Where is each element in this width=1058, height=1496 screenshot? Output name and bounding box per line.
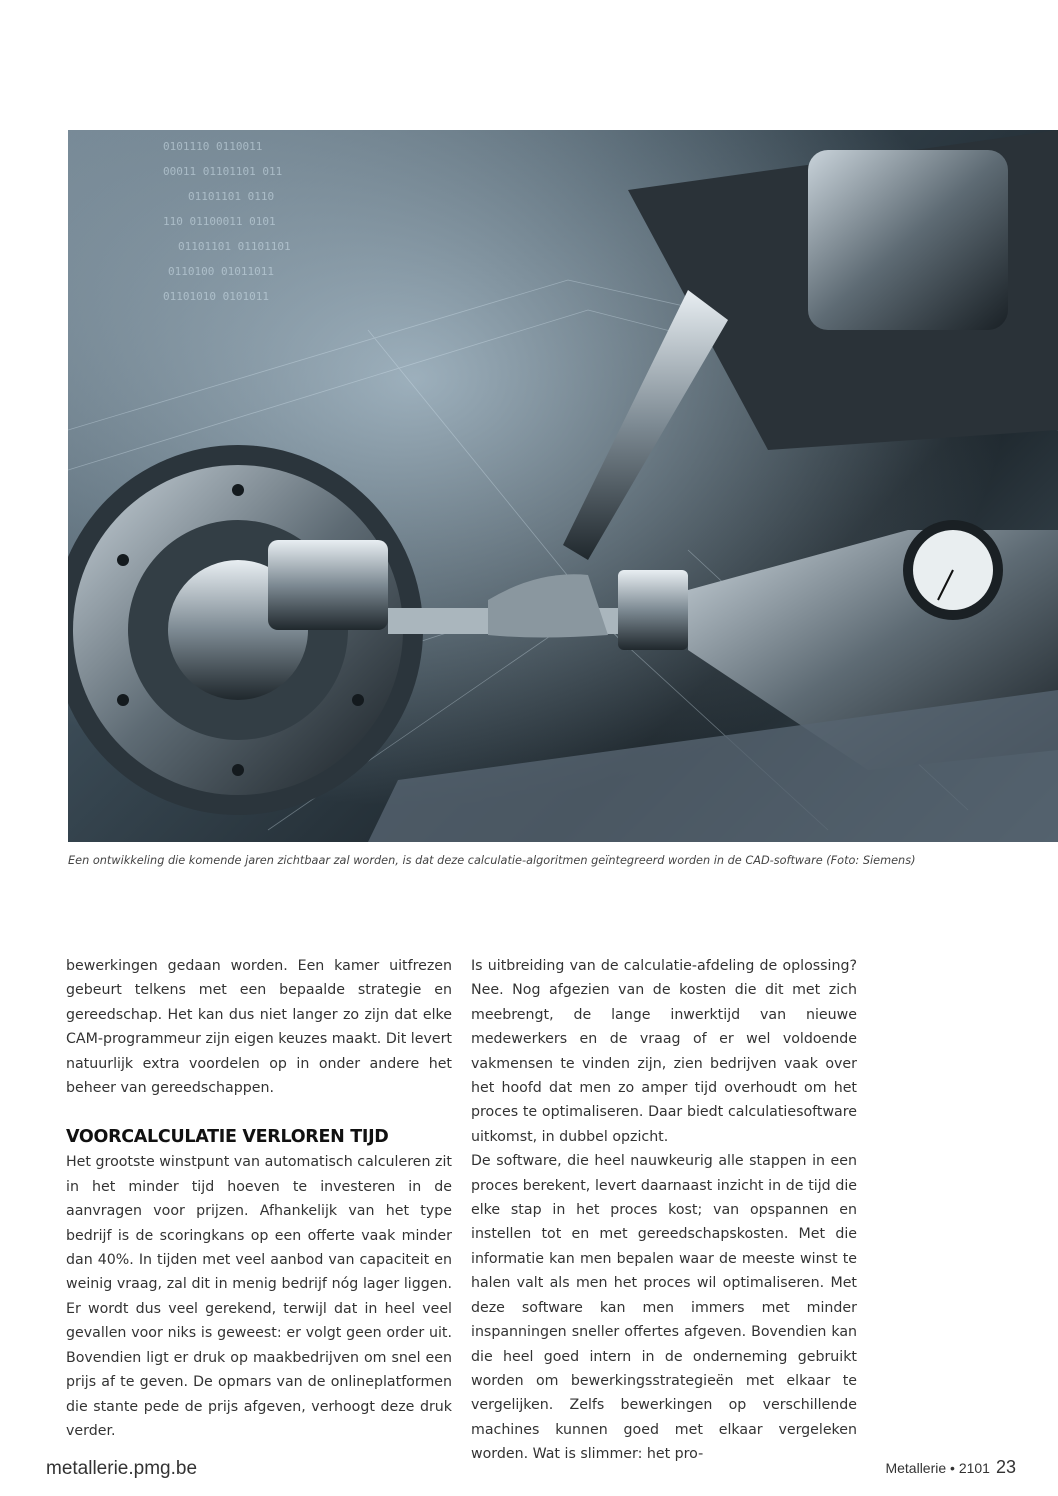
paragraph: De software, die heel nauwkeurig alle stappen in een proces berekent, levert daarnaast inzicht in de tijd die elke stap in het proces kost; van opspannen en instellen tot en met gereedschapskosten. Met die informatie kan men bepalen waar de meeste winst te halen valt als men het proces wil optimaliseren. Met deze software kan men immers met minder inspanningen sneller offertes afgeven. Bovendien kan die heel goed intern in de onderneming gebruikt worden om bewerkingsstrategieën met elkaar te vergelijken. Zelfs bewerkingen op verschillende machines kunnen goed met elkaar vergeleken worden. Wat is slimmer: het pro- [471,1153,857,1463]
website-link[interactable]: metallerie.pmg.be [46,1458,198,1479]
binary-line: 01101101 01101101 [178,240,291,253]
binary-line: 00011 01101101 011 [163,165,283,178]
paragraph: bewerkingen gedaan worden. Een kamer uitfrezen gebeurt telkens met een bepaalde strategie en gereedschap. Het kan dus niet langer zo zijn dat elke CAM-programmeur zijn eigen keuzes maakt. Dit levert natuurlijk extra voordelen op in onder andere het beheer van gereedschappen. [66,958,452,1097]
page-number: 23 [995,1457,1016,1477]
paragraph: Is uitbreiding van de calculatie-afdeling de oplossing? Nee. Nog afgezien van de kosten die dit met zich meebrengt, de lange inwerktijd van nieuwe medewerkers en de vraag of er wel voldoende vakmensen te vinden zijn, zien bedrijven vaak over het hoofd dat men zo amper tijd overhoudt om het proces te optimaliseren. Daar biedt calculatiesoftware uitkomst, in dubbel opzicht. [471,958,857,1145]
article-column-right [471,954,857,1467]
magazine-issue: Metallerie • 2101 [885,1460,990,1476]
cnc-machine-illustration [68,130,1058,842]
binary-line: 0110100 01011011 [168,265,274,278]
photo-caption: Een ontwikkeling die komende jaren zichtbaar zal worden, is dat deze calculatie-algoritmen geïntegreerd worden in de CAD-software (Foto: Siemens) [68,854,916,867]
paragraph: Het grootste winstpunt van automatisch calculeren zit in het minder tijd hoeven te investeren in de aanvragen voor prijzen. Afhankelijk van het type bedrijf is de scoringkans op een offerte vaak minder dan 40%. In tijden met veel aanbod van capaciteit en weinig vraag, zal dit in menig bedrijf nóg lager liggen. Er wordt dus veel gerekend, terwijl dat in heel veel gevallen voor niks is geweest: er volgt geen order uit. Bovendien ligt er druk op maakbedrijven om snel een prijs af te geven. De opmars van de onlineplatformen die stante pede de prijs afgeven, verhoogt deze druk verder. [66,1154,452,1439]
binary-line: 01101010 0101011 [163,290,269,303]
article-column-left [66,954,452,1443]
binary-line: 110 01100011 0101 [163,215,276,228]
section-heading: VOORCALCULATIE VERLOREN TIJD [66,1127,389,1148]
binary-line: 01101101 0110 [188,190,275,203]
binary-line: 0101110 0110011 [163,140,263,153]
article-photo [68,130,1058,842]
page-footer [885,1457,1016,1478]
